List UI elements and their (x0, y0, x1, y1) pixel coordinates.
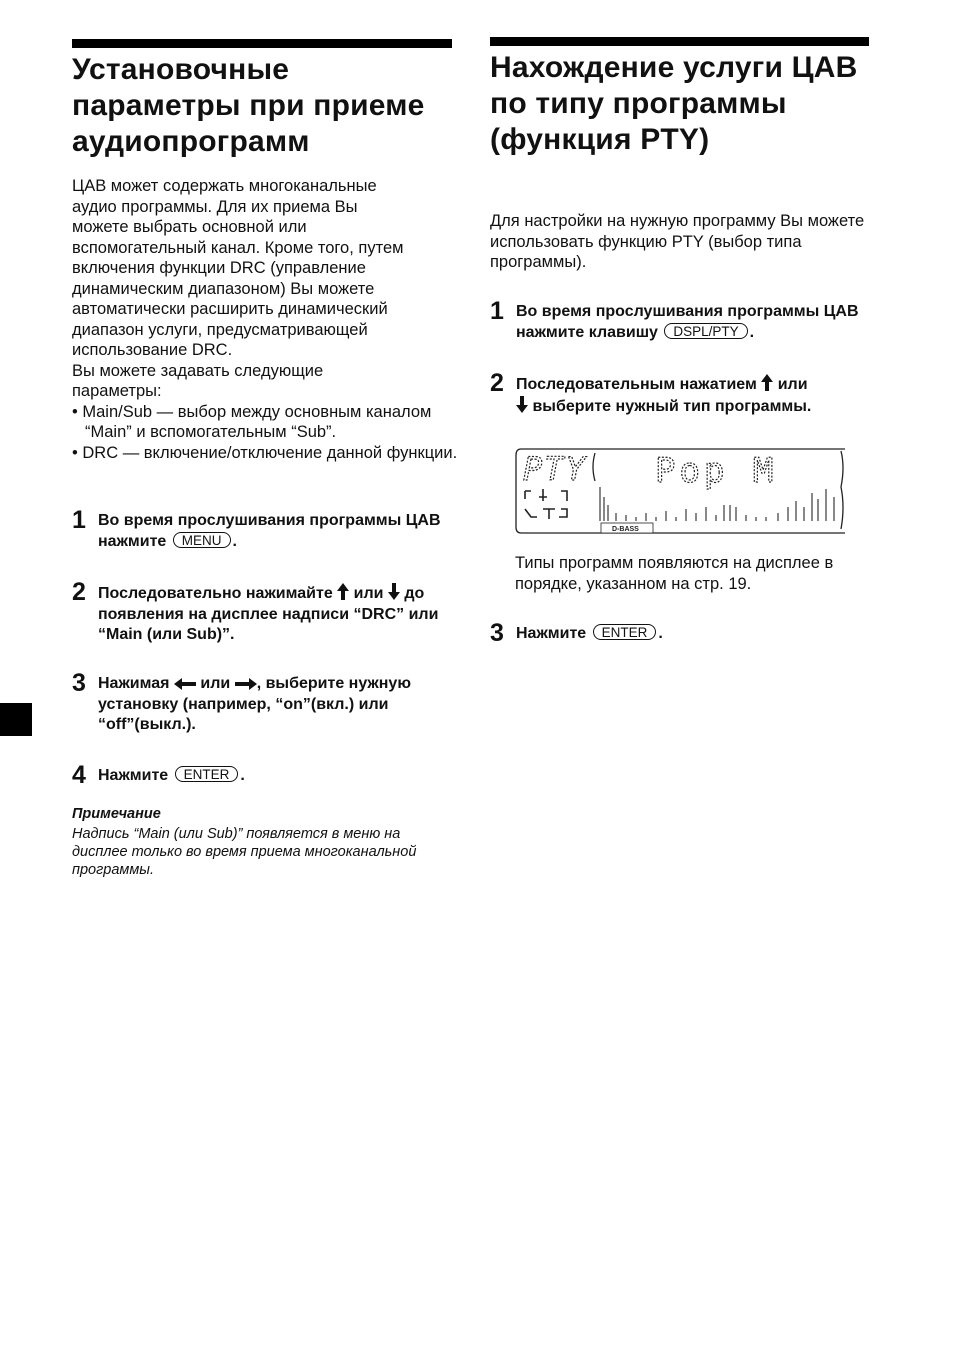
intro-text: ЦАВ может содержать многоканальные аудио программы. Для их приема Вы можете выбрать основной или вспомогательный канал. Кроме того, путем включения функции DRC (управление динамическим диапазоном) Вы можете автоматически расширить динамический диапазон услуги, предусматривающей использование DRC. Вы можете задавать следующие параметры: • Main/Sub — выбор между основным каналом “Main” и вспомогательным “Sub”. • DRC — включение/отключение данной функции. (72, 176, 462, 463)
step-number: 3 (490, 619, 504, 647)
display-caption: Типы программ появляются на дисплее в порядке, указанном на стр. 19. (515, 554, 834, 593)
right-arrow-icon (235, 678, 257, 690)
step-number: 2 (490, 369, 504, 397)
step-number: 3 (72, 669, 86, 697)
menu-key[interactable]: MENU (173, 532, 231, 548)
lcd-level-meter (599, 487, 835, 521)
intro-text: Для настройки на нужную программу Вы можете использовать функцию PTY (выбор типа программы). (490, 212, 865, 271)
note-title: Примечание (72, 806, 161, 822)
section-title: Установочные параметры при приеме аудиопрограмм (72, 53, 425, 158)
step-number: 1 (72, 506, 86, 534)
lcd-display-illustration (515, 447, 845, 535)
lcd-right-text: Pop M (655, 451, 778, 491)
lcd-left-text: PTY (523, 450, 587, 488)
section-rule (490, 37, 869, 46)
enter-key[interactable]: ENTER (593, 624, 657, 640)
step-number: 4 (72, 761, 86, 789)
bullet-drc: • DRC — включение/отключение данной функции. (72, 443, 458, 462)
section-title: Нахождение услуги ЦАВ по типу программы (функция PTY) (490, 51, 858, 156)
up-arrow-icon (337, 583, 349, 600)
lcd-segment-icons (525, 489, 567, 519)
section-rule (72, 39, 452, 48)
note-body: Надпись “Main (или Sub)” появляется в меню на дисплее только во время приема многоканальной программы. (72, 826, 417, 878)
bullet-main-sub: • Main/Sub — выбор между основным каналом “Main” и вспомогательным “Sub”. (72, 402, 432, 441)
enter-key[interactable]: ENTER (175, 766, 239, 782)
dspl-pty-key[interactable]: DSPL/PTY (664, 323, 747, 339)
step-number: 2 (72, 578, 86, 606)
left-arrow-icon (174, 678, 196, 690)
down-arrow-icon (516, 396, 528, 413)
down-arrow-icon (388, 583, 400, 600)
up-arrow-icon (761, 374, 773, 391)
page-tab-marker (0, 703, 32, 736)
step-number: 1 (490, 297, 504, 325)
svg-text:D-BASS: D-BASS (612, 526, 639, 533)
d-bass-badge (601, 523, 653, 533)
